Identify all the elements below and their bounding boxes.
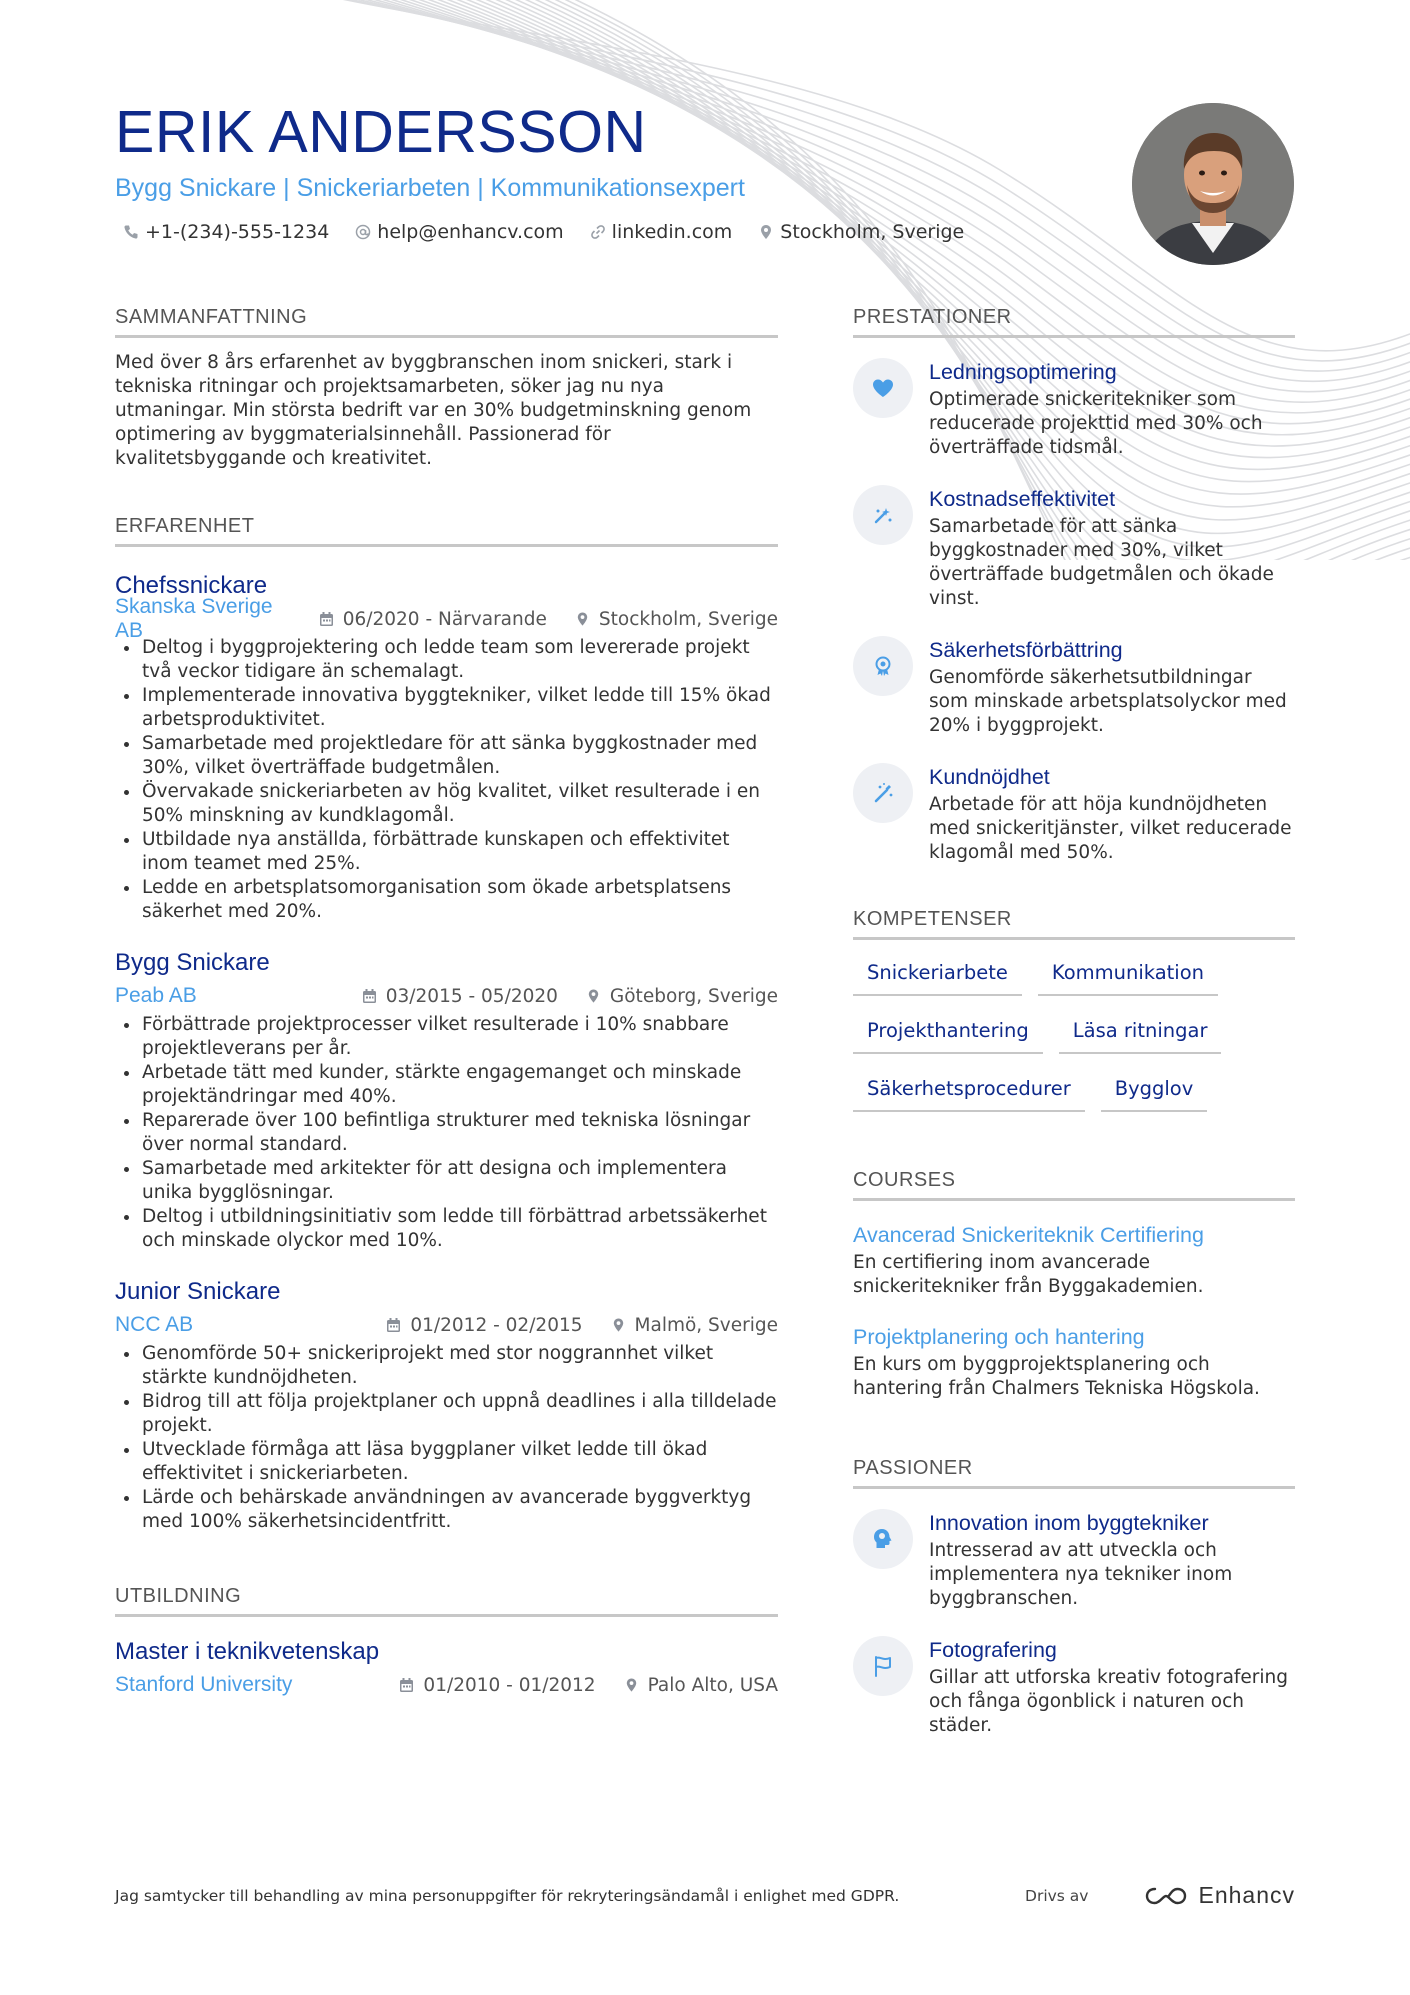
achievement-body <box>929 358 1295 460</box>
calendar-icon <box>362 988 377 1004</box>
job-meta <box>115 1312 778 1338</box>
contact-phone-text: +1-(234)-555-1234 <box>145 221 330 243</box>
contact-phone[interactable] <box>123 221 329 243</box>
skills-list <box>853 960 1295 1134</box>
job-bullets <box>115 636 778 924</box>
job-location-text: Stockholm, Sverige <box>598 608 778 630</box>
job-bullet: Implementerade innovativa byggtekniker, vilket ledde till 15% ökad arbetsproduktivitet. <box>115 684 778 732</box>
skill-tag: Säkerhetsprocedurer <box>853 1076 1085 1112</box>
skill-tag: Snickeriarbete <box>853 960 1022 996</box>
passion-item <box>853 1636 1295 1738</box>
job-bullet: Utvecklade förmåga att läsa byggplaner vilket ledde till ökad effektivitet i snickeriarbeten. <box>115 1438 778 1486</box>
job-dates-text: 06/2020 - Närvarande <box>342 608 547 630</box>
contact-linkedin[interactable] <box>590 221 733 243</box>
location-icon <box>575 611 590 627</box>
job-dates <box>319 609 547 630</box>
contact-location <box>758 221 964 243</box>
course-item <box>853 1323 1295 1401</box>
passion-desc: Intresserad av att utveckla och implementera nya tekniker inom byggbranschen. <box>929 1540 1233 1609</box>
enhancv-logo-text: Enhancv <box>1198 1882 1295 1908</box>
passion-title: Innovation inom byggtekniker <box>929 1511 1209 1535</box>
passion-icon-wrap <box>853 1509 913 1569</box>
achievement-title: Kostnadseffektivitet <box>929 487 1116 511</box>
job-location-text: Göteborg, Sverige <box>609 985 778 1007</box>
skills-heading: KOMPETENSER <box>853 907 1295 940</box>
magic-wand-icon <box>870 502 896 528</box>
job-meta <box>115 983 778 1009</box>
job-dates <box>386 1315 582 1336</box>
job-company: Skanska Sverige AB <box>115 595 273 642</box>
job-bullets <box>115 1013 778 1253</box>
degree-title: Master i teknikvetenskap <box>115 1638 380 1665</box>
contact-email[interactable] <box>355 221 563 243</box>
job-bullet: Reparerade över 100 befintliga strukturer med tekniska lösningar över normal standard. <box>115 1109 778 1157</box>
course-title: Avancerad Snickeriteknik Certifiering <box>853 1223 1204 1247</box>
contact-bar <box>123 221 1115 243</box>
skill-tag: Bygglov <box>1101 1076 1208 1112</box>
wand-icon <box>870 780 896 806</box>
location-icon <box>758 224 774 240</box>
job-dates <box>362 986 558 1007</box>
job-entry <box>115 1277 778 1534</box>
school-name: Stanford University <box>115 1673 293 1696</box>
job-entry <box>115 948 778 1253</box>
courses-section <box>853 1168 1295 1401</box>
achievement-body <box>929 636 1295 738</box>
job-bullets <box>115 1342 778 1534</box>
phone-icon <box>123 224 139 240</box>
head-idea-icon <box>870 1526 896 1552</box>
achievement-title: Ledningsoptimering <box>929 360 1117 384</box>
job-company: Peab AB <box>115 984 197 1007</box>
summary-section <box>115 305 778 471</box>
calendar-icon <box>386 1317 401 1333</box>
achievement-item <box>853 358 1295 460</box>
achievement-desc: Samarbetade för att sänka byggkostnader med 30%, vilket överträffade budgetmålen och ökade vinst. <box>929 516 1274 609</box>
course-title: Projektplanering och hantering <box>853 1325 1145 1349</box>
candidate-headline: Bygg Snickare | Snickeriarbeten | Kommunikationsexpert <box>115 174 745 202</box>
job-bullet: Förbättrade projektprocesser vilket resulterade i 10% snabbare projektleverans per år. <box>115 1013 778 1061</box>
job-dates-text: 01/2012 - 02/2015 <box>410 1314 583 1336</box>
job-bullet: Samarbetade med projektledare för att sänka byggkostnader med 30%, vilket överträffade budgetmålen. <box>115 732 778 780</box>
achievements-section <box>853 305 1295 865</box>
education-dates <box>399 1675 595 1696</box>
heart-icon <box>870 375 896 401</box>
contact-location-text: Stockholm, Sverige <box>780 221 965 243</box>
link-icon <box>590 224 606 240</box>
location-icon <box>611 1317 626 1333</box>
location-icon <box>586 988 601 1004</box>
job-location <box>611 1315 778 1336</box>
education-section <box>115 1584 778 1698</box>
job-location <box>575 609 778 630</box>
education-entry <box>115 1637 778 1698</box>
job-bullet: Deltog i utbildningsinitiativ som ledde till förbättrad arbetssäkerhet och minskade olyckor med 10%. <box>115 1205 778 1253</box>
achievement-desc: Optimerade snickeritekniker som reducerade projekttid med 30% och överträffade tidsmål. <box>929 389 1263 458</box>
skill-tag: Läsa ritningar <box>1059 1018 1222 1054</box>
job-entry <box>115 571 778 924</box>
job-bullet: Bidrog till att följa projektplaner och uppnå deadlines i alla tilldelade projekt. <box>115 1390 778 1438</box>
summary-heading: SAMMANFATTNING <box>115 305 778 338</box>
location-icon <box>624 1677 639 1693</box>
contact-linkedin-text: linkedin.com <box>611 221 733 243</box>
education-location <box>624 1675 778 1696</box>
infinity-logo-icon <box>1144 1884 1188 1908</box>
resume-footer <box>115 1882 1295 1909</box>
passions-heading: PASSIONER <box>853 1456 1295 1489</box>
skills-section <box>853 907 1295 1134</box>
job-bullet: Utbildade nya anställda, förbättrade kunskapen och effektivitet inom teamet med 25%. <box>115 828 778 876</box>
summary-text: Med över 8 års erfarenhet av byggbranschen inom snickeri, stark i tekniska ritningar och projektsamarbeten, söker jag nu nya utmaningar. Min största bedrift var en 30% budgetminskning genom optimering av byggmaterialsinnehåll. Passionerad för kvalitetsbyggande och kreativitet. <box>115 352 752 469</box>
skill-tag: Projekthantering <box>853 1018 1043 1054</box>
achievement-item <box>853 636 1295 738</box>
gdpr-consent-text: Jag samtycker till behandling av mina personuppgifter för rekryteringsändamål i enlighet med GDPR. <box>115 1886 900 1905</box>
passion-title: Fotografering <box>929 1638 1057 1662</box>
left-column <box>115 305 778 1698</box>
resume-header <box>115 98 1115 243</box>
achievement-desc: Arbetade för att höja kundnöjdheten med snickeritjänster, vilket reducerade klagomål med 50%. <box>929 794 1292 863</box>
achievement-desc: Genomförde säkerhetsutbildningar som minskade arbetsplatsolyckor med 20% i byggprojekt. <box>929 667 1287 736</box>
candidate-name: ERIK ANDERSSON <box>115 99 647 165</box>
flag-icon <box>870 1653 896 1679</box>
achievement-title: Kundnöjdhet <box>929 765 1050 789</box>
passion-desc: Gillar att utforska kreativ fotografering och fånga ögonblick i naturen och städer. <box>929 1667 1289 1736</box>
job-company: NCC AB <box>115 1313 194 1336</box>
skill-tag: Kommunikation <box>1038 960 1218 996</box>
achievement-icon-wrap <box>853 763 913 823</box>
passions-section <box>853 1456 1295 1738</box>
profile-photo <box>1132 103 1294 265</box>
award-icon <box>870 653 896 679</box>
avatar-illustration <box>1132 103 1294 265</box>
enhancv-logo[interactable] <box>1144 1882 1295 1909</box>
job-bullet: Övervakade snickeriarbeten av hög kvalitet, vilket resulterade i en 50% minskning av kundklagomål. <box>115 780 778 828</box>
passion-icon-wrap <box>853 1636 913 1696</box>
job-bullet: Arbetade tätt med kunder, stärkte engagemanget och minskade projektändringar med 40%. <box>115 1061 778 1109</box>
job-bullet: Ledde en arbetsplatsomorganisation som ökade arbetsplatsens säkerhet med 20%. <box>115 876 778 924</box>
passion-item <box>853 1509 1295 1611</box>
achievement-icon-wrap <box>853 636 913 696</box>
job-title: Junior Snickare <box>115 1278 281 1305</box>
experience-heading: ERFARENHET <box>115 514 778 547</box>
achievement-body <box>929 485 1295 611</box>
achievements-heading: PRESTATIONER <box>853 305 1295 338</box>
job-title: Bygg Snickare <box>115 949 270 976</box>
education-meta <box>115 1672 778 1698</box>
calendar-icon <box>399 1677 414 1693</box>
contact-email-text: help@enhancv.com <box>377 221 564 243</box>
job-bullet: Genomförde 50+ snickeriprojekt med stor noggrannhet vilket stärkte kundnöjdheten. <box>115 1342 778 1390</box>
achievement-body <box>929 763 1295 865</box>
achievement-icon-wrap <box>853 485 913 545</box>
education-dates-text: 01/2010 - 01/2012 <box>423 1674 596 1696</box>
right-column <box>853 305 1295 1738</box>
powered-by-label: Drivs av <box>1025 1886 1089 1905</box>
job-title: Chefssnickare <box>115 572 268 599</box>
job-location <box>586 986 778 1007</box>
courses-heading: COURSES <box>853 1168 1295 1201</box>
achievement-item <box>853 485 1295 611</box>
education-heading: UTBILDNING <box>115 1584 778 1617</box>
job-dates-text: 03/2015 - 05/2020 <box>385 985 558 1007</box>
achievement-icon-wrap <box>853 358 913 418</box>
passion-body <box>929 1636 1295 1738</box>
achievement-title: Säkerhetsförbättring <box>929 638 1123 662</box>
at-icon <box>355 224 371 240</box>
course-desc: En certifiering inom avancerade snickeritekniker från Byggakademien. <box>853 1252 1204 1297</box>
course-desc: En kurs om byggprojektsplanering och hantering från Chalmers Tekniska Högskola. <box>853 1354 1260 1399</box>
job-bullet: Samarbetade med arkitekter för att designa och implementera unika bygglösningar. <box>115 1157 778 1205</box>
achievement-item <box>853 763 1295 865</box>
job-location-text: Malmö, Sverige <box>634 1314 778 1336</box>
experience-section <box>115 514 778 1534</box>
job-bullet: Deltog i byggprojektering och ledde team som levererade projekt två veckor tidigare än schemalagt. <box>115 636 778 684</box>
job-bullet: Lärde och behärskade användningen av avancerade byggverktyg med 100% säkerhetsincidentfritt. <box>115 1486 778 1534</box>
education-location-text: Palo Alto, USA <box>647 1674 778 1696</box>
job-meta <box>115 595 778 642</box>
course-item <box>853 1221 1295 1299</box>
passion-body <box>929 1509 1295 1611</box>
calendar-icon <box>319 611 334 627</box>
